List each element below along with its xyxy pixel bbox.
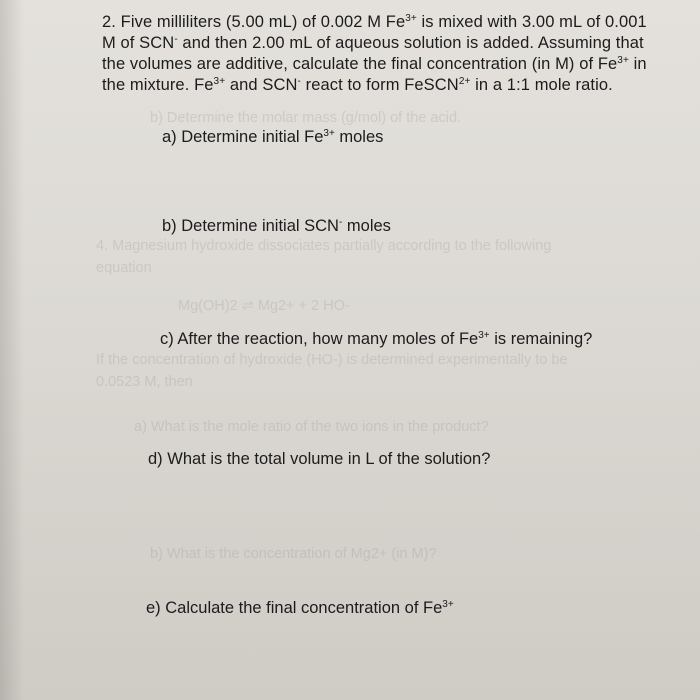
question-line: the mixture. $Fe^{3+}$ and SCN- react to form FeSCN$^{2+}$ in a 1:1 mole ratio. <box>102 76 613 94</box>
question-2 <box>102 12 672 96</box>
part-a: a) Determine initial $Fe^{3+}$ moles <box>162 128 384 146</box>
bleed-through-text: b) What is the concentration of Mg2+ (in M)? <box>150 546 437 562</box>
bleed-through-text: 0.0523 M, then <box>96 374 193 390</box>
part-b: b) Determine initial SCN- moles <box>162 217 391 235</box>
part-c: c) After the reaction, how many moles of $Fe^{3+}$ is remaining? <box>160 330 593 348</box>
bleed-through-text: 4. Magnesium hydroxide dissociates partially according to the following <box>96 238 552 254</box>
bleed-through-text: a) What is the mole ratio of the two ions in the product? <box>134 419 489 435</box>
question-line: 2. Five milliliters (5.00 mL) of 0.002 M $Fe^{3+}$ is mixed with 3.00 mL of 0.001 <box>102 13 647 31</box>
part-e: e) Calculate the final concentration of $Fe^{3+}$ <box>146 599 454 617</box>
page-edge-shadow <box>0 0 24 700</box>
bleed-through-text: b) Determine the molar mass (g/mol) of the acid. <box>150 110 462 126</box>
bleed-through-text: Mg(OH)2 ⇌ Mg2+ + 2 HO- <box>178 298 350 314</box>
bleed-through-text: equation <box>96 260 152 276</box>
question-line: M of SCN- and then 2.00 mL of aqueous solution is added. Assuming that <box>102 34 644 52</box>
part-d: d) What is the total volume in L of the solution? <box>148 450 491 468</box>
bleed-through-text: If the concentration of hydroxide (HO-) is determined experimentally to be <box>96 352 568 368</box>
question-line: the volumes are additive, calculate the final concentration (in M) of $Fe^{3+}$ in <box>102 55 647 73</box>
